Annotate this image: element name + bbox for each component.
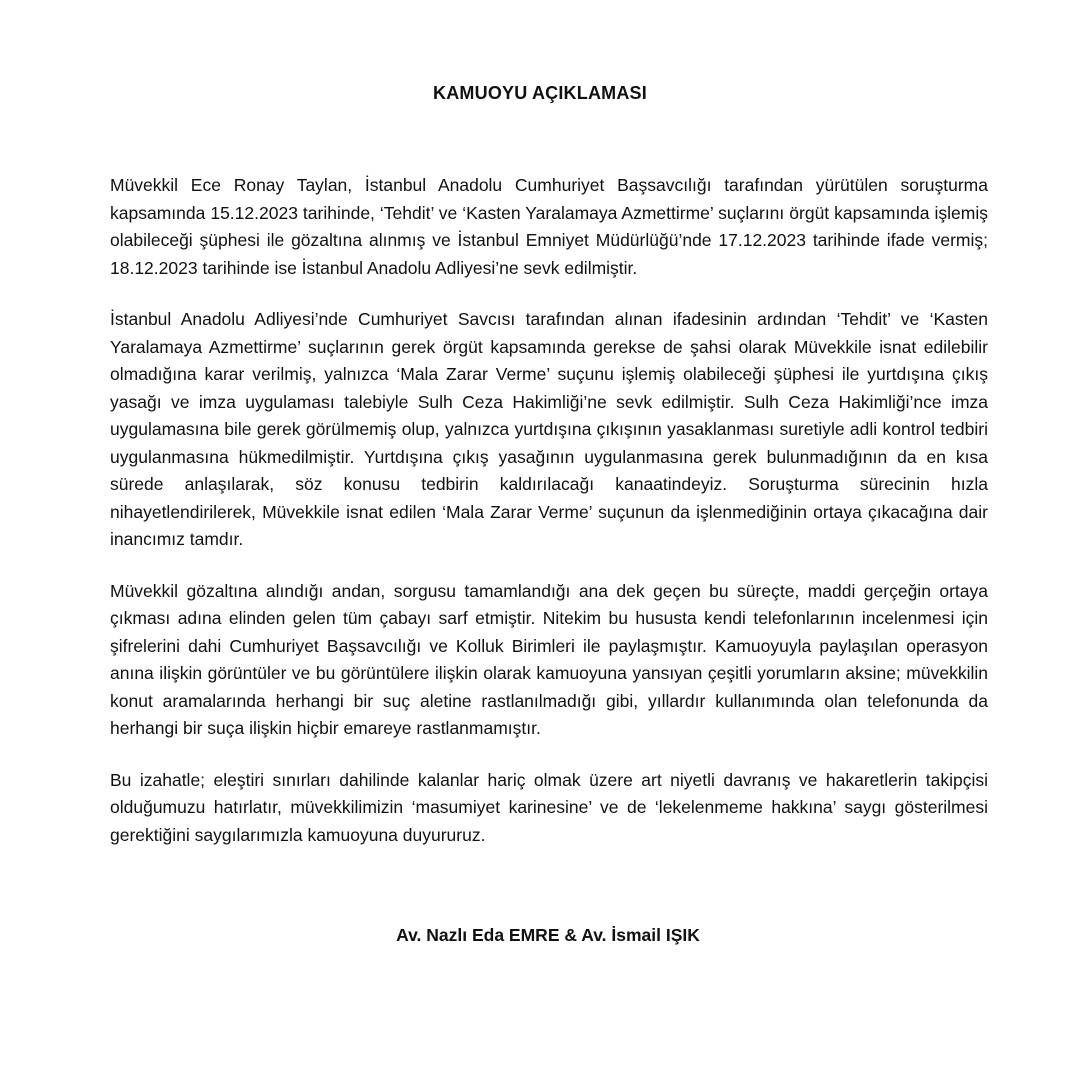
lawyers-signature: Av. Nazlı Eda EMRE & Av. İsmail IŞIK <box>396 925 700 945</box>
paragraph-announcement: Bu izahatle; eleştiri sınırları dahilinde kalanlar hariç olmak üzere art niyetli davranış ve hakaretlerin takipçisi olduğumuzu hatırlatır, müvekkilimizin ‘masumiyet karinesine’ ve de ‘lekelenmeme hakkına’ saygı gösterilmesi gerektiğini saygılarımızla kamuoyuna duyururuz. <box>110 769 988 845</box>
paragraph-detention: Müvekkil Ece Ronay Taylan, İstanbul Anadolu Cumhuriyet Başsavcılığı tarafından yürütülen soruşturma kapsamında 15.12.2023 tarihinde, ‘Tehdit’ ve ‘Kasten Yaralamaya Azmettirme’ suçlarını örgüt kapsamında işlemiş olabileceği şüphesi ile gözaltına alınmış ve İstanbul Emniyet Müdürlüğü’nde 17.12.2023 tarihinde ifade vermiş; 18.12.2023 tarihinde ise İstanbul Anadolu Adliyesi’ne sevk edilmiştir. <box>110 175 988 278</box>
statement-body <box>110 172 988 873</box>
document-title: KAMUOYU AÇIKLAMASI <box>433 83 647 103</box>
paragraph-cooperation: Müvekkil gözaltına alındığı andan, sorgusu tamamlandığı ana dek geçen bu süreçte, maddi gerçeğin ortaya çıkması adına elinden gelen tüm çabayı sarf etmiştir. Nitekim bu hususta kendi telefonlarının incelenmesi için şifrelerini dahi Cumhuriyet Başsavcılığı ve Kolluk Birimleri ile paylaşmıştır. Kamuoyuyla paylaşılan operasyon anına ilişkin görüntüler ve bu görüntülere ilişkin olarak kamuoyuna yansıyan çeşitli yorumların aksine; müvekkilin konut aramalarında herhangi bir suç aletine rastlanılmadığı gibi, yıllardır kullanımında olan telefonunda da herhangi bir suça ilişkin hiçbir emareye rastlanmamıştır. <box>110 580 988 738</box>
paragraph-court-decision: İstanbul Anadolu Adliyesi’nde Cumhuriyet Savcısı tarafından alınan ifadesinin ardından ‘Tehdit’ ve ‘Kasten Yaralamaya Azmettirme’ suçlarının gerek örgüt kapsamında gerekse de şahsi olarak Müvekkile isnat edilebilir olmadığına karar verilmiş, yalnızca ‘Mala Zarar Verme’ suçunu işlemiş olabileceği şüphesi ile yurtdışına çıkış yasağı ve imza uygulaması talebiyle Sulh Ceza Hakimliği’ne sevk edilmiştir. Sulh Ceza Hakimliği’nce imza uygulamasına bile gerek görülmemiş olup, yalnızca yurtdışına çıkışının yasaklanması suretiyle adli kontrol tedbiri uygulanmasına hükmedilmiştir. Yurtdışına çıkış yasağının uygulanmasına gerek bulunmadığının da en kısa sürede anlaşılarak, söz konusu tedbirin kaldırılacağı kanaatindeyiz. Soruşturma sürecinin hızla nihayetlendirilerek, Müvekkile isnat edilen ‘Mala Zarar Verme’ suçunun da işlenmediğinin ortaya çıkacağına dair inancımız tamdır. <box>110 309 988 549</box>
